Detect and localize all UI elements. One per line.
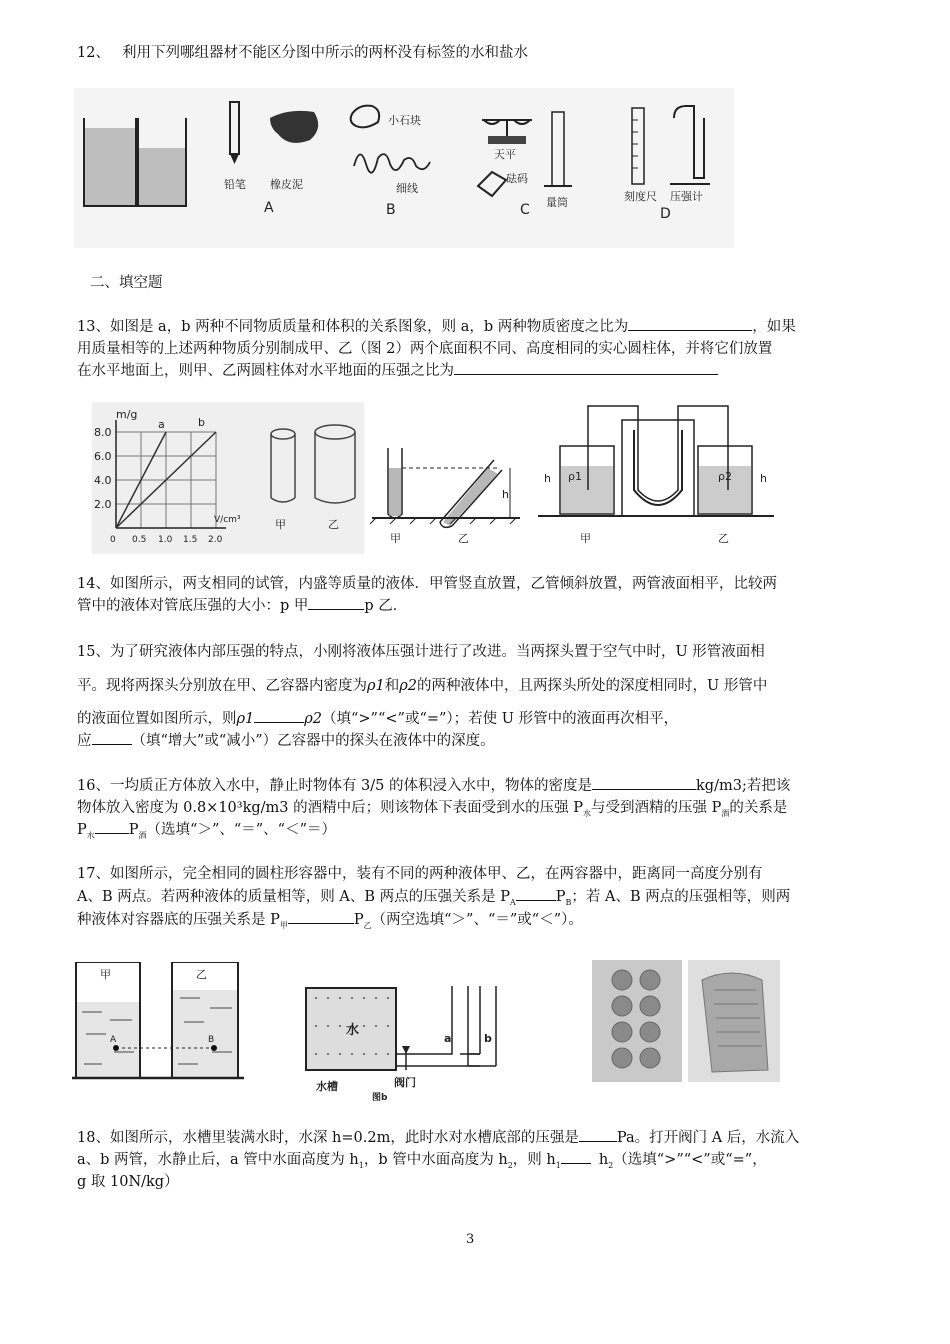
option-d-label: D xyxy=(660,206,671,222)
graph-ylabel: m/g xyxy=(116,408,138,421)
pencil-label: 铅笔 xyxy=(224,178,246,191)
clay-label: 橡皮泥 xyxy=(270,178,303,191)
q13-line1: 13、如图是 a，b 两种不同物质质量和体积的关系图象，则 a，b 两种物质密度之比为 ，如果 xyxy=(77,316,796,338)
rho1-label: ρ1 xyxy=(568,470,582,483)
q12-figure xyxy=(74,88,734,248)
water-label: 水 xyxy=(346,1023,360,1038)
ytick-4: 4.0 xyxy=(94,474,112,487)
point-a-label: A xyxy=(110,1035,117,1045)
q15-line3: 的液面位置如图所示，则ρ1 ρ2（填“>”“<”或“=”）；若使 U 形管中的液面再次相平， xyxy=(77,708,678,730)
point-b-label: B xyxy=(208,1035,215,1045)
tube-jia-label: 甲 xyxy=(390,532,401,545)
xtick-15: 1.5 xyxy=(183,535,198,545)
q13-blank2[interactable] xyxy=(454,360,718,375)
depth-h-left: h xyxy=(544,472,551,485)
q16-blank1[interactable] xyxy=(592,775,696,790)
q13-blank1[interactable] xyxy=(628,316,752,331)
page-number: 3 xyxy=(466,1232,475,1247)
option-c-label: C xyxy=(520,202,530,218)
height-h-label: h xyxy=(502,488,509,501)
q13-line3: 在水平地面上，则甲、乙两圆柱体对水平地面的压强之比为 xyxy=(77,360,718,382)
q16-line3: $P_水$ $P_酒$（选填“＞”、“＝”、“＜”＝） xyxy=(77,819,336,847)
ruler-label: 刻度尺 xyxy=(624,190,657,203)
q18-figure xyxy=(302,986,530,1102)
q15-figure xyxy=(538,400,774,550)
container-jia-label: 甲 xyxy=(580,532,591,545)
ytick-6: 6.0 xyxy=(94,450,112,463)
stone-label: 小石块 xyxy=(388,114,421,127)
q18-blank1[interactable] xyxy=(579,1127,617,1142)
q14-blank[interactable] xyxy=(308,595,364,610)
thread-label: 细线 xyxy=(396,182,418,195)
q16-line1: 16、一均质正方体放入水中，静止时物体有 3/5 的体积浸入水中，物体的密度是 kg/m3;若把该 xyxy=(77,775,790,797)
q13-line2: 用质量相等的上述两种物质分别制成甲、乙（图 2）两个底面积不同、高度相同的实心圆柱体，并将它们放置 xyxy=(77,341,773,357)
q16-line2: 物体放入密度为 0.8×10³kg/m3 的酒精中后；则该物体下表面受到水的压强 $P_水$与受到酒精的压强 $P_酒$的关系是 xyxy=(77,800,788,818)
balance-label: 天平 xyxy=(494,148,516,161)
container-yi-label: 乙 xyxy=(196,968,207,981)
q17-blank1[interactable] xyxy=(516,886,556,901)
tube-b-label: b xyxy=(484,1032,492,1045)
line-b-label: b xyxy=(198,416,205,429)
q15-line1: 15、为了研究液体内部压强的特点，小刚将液体压强计进行了改进。当两探头置于空气中时，U 形管液面相 xyxy=(77,644,765,660)
q18-line1: 18、如图所示，水槽里装满水时，水深 h=0.2m，此时水对水槽底部的压强是 Pa。打开阀门 A 后，水流入 xyxy=(77,1127,799,1149)
q16-blank2[interactable] xyxy=(95,819,129,834)
q14-line1: 14、如图所示，两支相同的试管，内盛等质量的液体．甲管竖直放置，乙管倾斜放置，两管液面相平，比较两 xyxy=(77,576,777,592)
cylinder-jia-label: 甲 xyxy=(275,518,286,531)
valve-label: 阀门 xyxy=(394,1076,416,1089)
container-yi-label: 乙 xyxy=(718,532,729,545)
q17-figure xyxy=(72,962,244,1084)
q13-figure xyxy=(92,402,364,554)
q15-blank2[interactable] xyxy=(92,730,132,745)
xtick-10: 1.0 xyxy=(158,535,173,545)
container-jia-label: 甲 xyxy=(100,968,111,981)
ytick-2: 2.0 xyxy=(94,498,112,511)
rho2-label: ρ2 xyxy=(718,470,732,483)
cylinder-yi-label: 乙 xyxy=(328,518,339,531)
q17-blank2[interactable] xyxy=(288,909,354,924)
option-b-label: B xyxy=(386,202,396,218)
xtick-05: 0.5 xyxy=(132,535,147,545)
q17-line1: 17、如图所示，完全相同的圆柱形容器中，装有不同的两种液体甲、乙，在两容器中，距离同一高度分别有 xyxy=(77,866,763,882)
q18-blank2[interactable] xyxy=(561,1149,591,1164)
tube-a-label: a xyxy=(444,1032,452,1045)
q18-line3: g 取 10N/kg） xyxy=(77,1174,179,1190)
figure-caption: 图b xyxy=(372,1093,388,1102)
q12-text: 利用下列哪组器材不能区分图中所示的两杯没有标签的水和盐水 xyxy=(122,45,528,61)
q15-line2: 平。现将两探头分别放在甲、乙容器内密度为ρ1和ρ2的两种液体中，且两探头所处的深度相同时，U 形管中 xyxy=(77,678,768,694)
q17-line2: A、B 两点。若两种液体的质量相等，则 A、B 两点的压强关系是 $P_A$ $P_B$；若 A、B 两点的压强相等，则两 xyxy=(77,886,790,914)
xtick-20: 2.0 xyxy=(208,535,223,545)
weights-label: 砝码 xyxy=(506,172,528,185)
ytick-8: 8.0 xyxy=(94,426,112,439)
option-a-label: A xyxy=(264,200,274,216)
cylinder-label: 量筒 xyxy=(546,196,568,209)
section-title: 二、填空题 xyxy=(90,275,163,291)
q14-figure xyxy=(370,430,522,548)
q15-blank1[interactable] xyxy=(254,708,304,723)
q18-line2: a、b 两管，水静止后，a 管中水面高度为 $h_1$，b 管中水面高度为 $h_2$，则 $h_1$ $h_2$（选填“>”“<”或“=”， xyxy=(77,1149,767,1177)
line-a-label: a xyxy=(158,418,165,431)
q17-line3: 种液体对容器底的压强关系是 $P_甲$ $P_乙$（两空选填“＞”、“＝”或“＜”）。 xyxy=(77,909,583,937)
q15-line4: 应 （填“增大”或“减小”）乙容器中的探头在液体中的深度。 xyxy=(77,730,495,752)
depth-h-right: h xyxy=(760,472,767,485)
graph-xlabel: V/cm³ xyxy=(214,515,241,525)
manometer-label: 压强计 xyxy=(670,190,703,203)
xtick-0: 0 xyxy=(110,535,116,545)
tube-yi-label: 乙 xyxy=(458,532,469,545)
q14-line2: 管中的液体对管底压强的大小：p 甲 p 乙． xyxy=(77,595,407,617)
q12-number: 12、 xyxy=(77,45,110,61)
tank-label: 水槽 xyxy=(316,1080,338,1093)
shoe-sole-photos xyxy=(592,960,780,1082)
